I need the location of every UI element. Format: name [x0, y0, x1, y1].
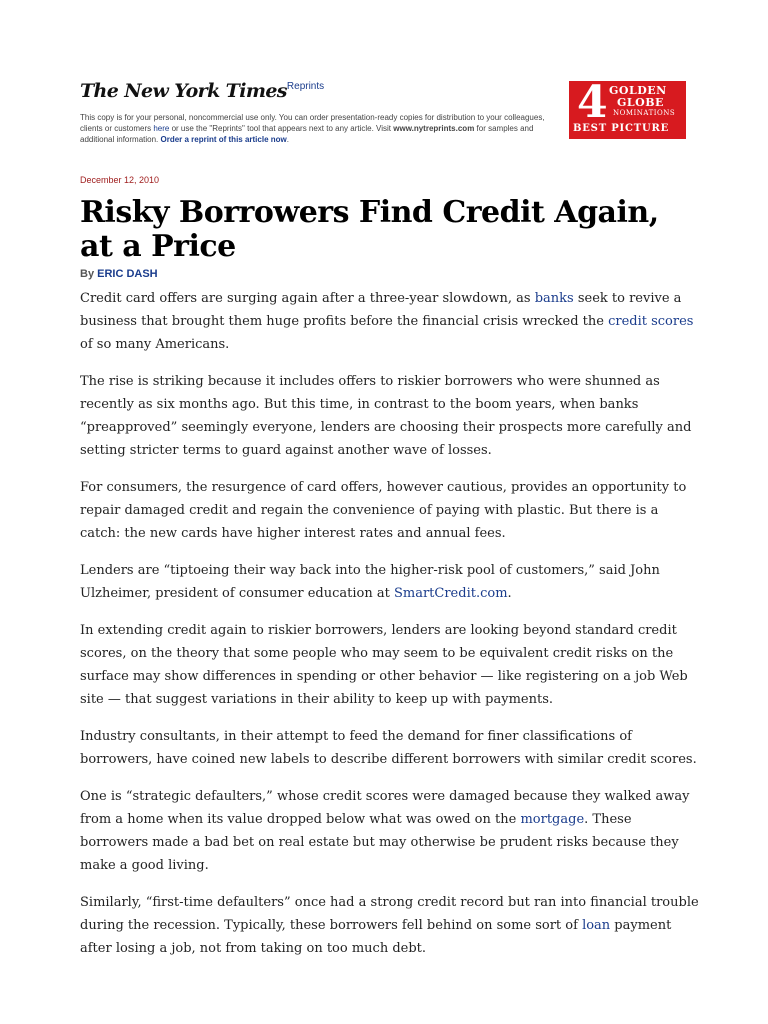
- ad-number: 4: [577, 81, 608, 128]
- masthead: [80, 80, 324, 102]
- paragraph: [80, 785, 700, 877]
- notice-text: This copy is for your personal, noncommercial use only. You can order presentation-ready copies for distribution to your colleagues, clients or customers: [80, 113, 545, 133]
- credit-scores-link[interactable]: credit scores: [608, 314, 694, 329]
- ad-line-golden: GOLDEN: [609, 84, 667, 97]
- article-headline: Risky Borrowers Find Credit Again, at a Price: [80, 195, 659, 264]
- byline-prefix: By: [80, 268, 98, 280]
- article-body: [80, 287, 700, 974]
- order-reprint-link[interactable]: Order a reprint of this article now: [160, 135, 287, 144]
- paragraph-text: . These borrowers made a bad bet on real estate but may otherwise be prudent risks because they make a good living.: [80, 812, 679, 873]
- notice-text: .: [286, 135, 289, 144]
- loan-link[interactable]: loan: [582, 918, 611, 933]
- paragraph-text: Similarly, “first-time defaulters” once had a strong credit record but ran into financial trouble during the recession. Typically, these borrowers fell behind on some sort of: [80, 895, 699, 933]
- paragraph-text: seek to revive a business that brought them huge profits before the financial crisis wrecked the: [80, 291, 682, 329]
- reprints-link[interactable]: Reprints: [286, 81, 325, 92]
- nyt-logo: The New York Times: [80, 80, 287, 102]
- banks-link[interactable]: banks: [534, 291, 574, 306]
- paragraph-text: Credit card offers are surging again after a three-year slowdown, as: [80, 291, 535, 306]
- notice-text: for samples and additional information.: [80, 124, 534, 144]
- ad-line-globe: GLOBE: [617, 96, 664, 109]
- paragraph: Industry consultants, in their attempt to feed the demand for finer classifications of borrowers, have coined new labels to describe different borrowers with similar credit scores.: [80, 729, 697, 767]
- byline: [80, 268, 158, 280]
- paragraph: For consumers, the resurgence of card offers, however cautious, provides an opportunity to repair damaged credit and regain the convenience of paying with plastic. But there is a catch: the new cards have higher interest rates and annual fees.: [80, 480, 687, 541]
- paragraph-text: payment after losing a job, not from taking on too much debt.: [80, 918, 672, 956]
- paragraph: The rise is striking because it includes offers to riskier borrowers who were shunned as recently as six months ago. But this time, in contrast to the boom years, when banks “preapproved” seemingly everyone, lenders are choosing their prospects more carefully and setting stricter terms to guard against another wave of losses.: [80, 374, 692, 458]
- paragraph-text: .: [507, 586, 512, 601]
- notice-text: or use the "Reprints" tool that appears next to any article. Visit: [169, 124, 394, 133]
- ad-line-best-picture: BEST PICTURE: [573, 123, 670, 134]
- paragraph-text: of so many Americans.: [80, 337, 230, 352]
- paragraph: [80, 287, 700, 356]
- paragraph: [80, 891, 700, 960]
- smartcredit-link[interactable]: SmartCredit.com: [393, 586, 508, 601]
- notice-site-text: www.nytreprints.com: [393, 124, 475, 133]
- paragraph-text: One is “strategic defaulters,” whose credit scores were damaged because they walked away from a home when its value dropped below what was owed on the: [80, 789, 690, 827]
- golden-globe-ad[interactable]: [569, 81, 686, 139]
- ad-line-nominations: NOMINATIONS: [613, 109, 676, 117]
- paragraph: [80, 559, 700, 605]
- paragraph-text: Lenders are “tiptoeing their way back into the higher-risk pool of customers,” said John Ulzheimer, president of consumer education at: [80, 563, 660, 601]
- article-date: December 12, 2010: [80, 175, 160, 185]
- paragraph: In extending credit again to riskier borrowers, lenders are looking beyond standard credit scores, on the theory that some people who may seem to be equivalent credit risks on the surface may show differences in spending or other behavior — like registering on a job Web site — that suggest variations in their ability to keep up with payments.: [80, 623, 688, 707]
- notice-here-link[interactable]: here: [153, 124, 170, 133]
- author-link[interactable]: ERIC DASH: [97, 268, 158, 280]
- mortgage-link[interactable]: mortgage: [520, 812, 585, 827]
- reprint-notice: [80, 112, 560, 145]
